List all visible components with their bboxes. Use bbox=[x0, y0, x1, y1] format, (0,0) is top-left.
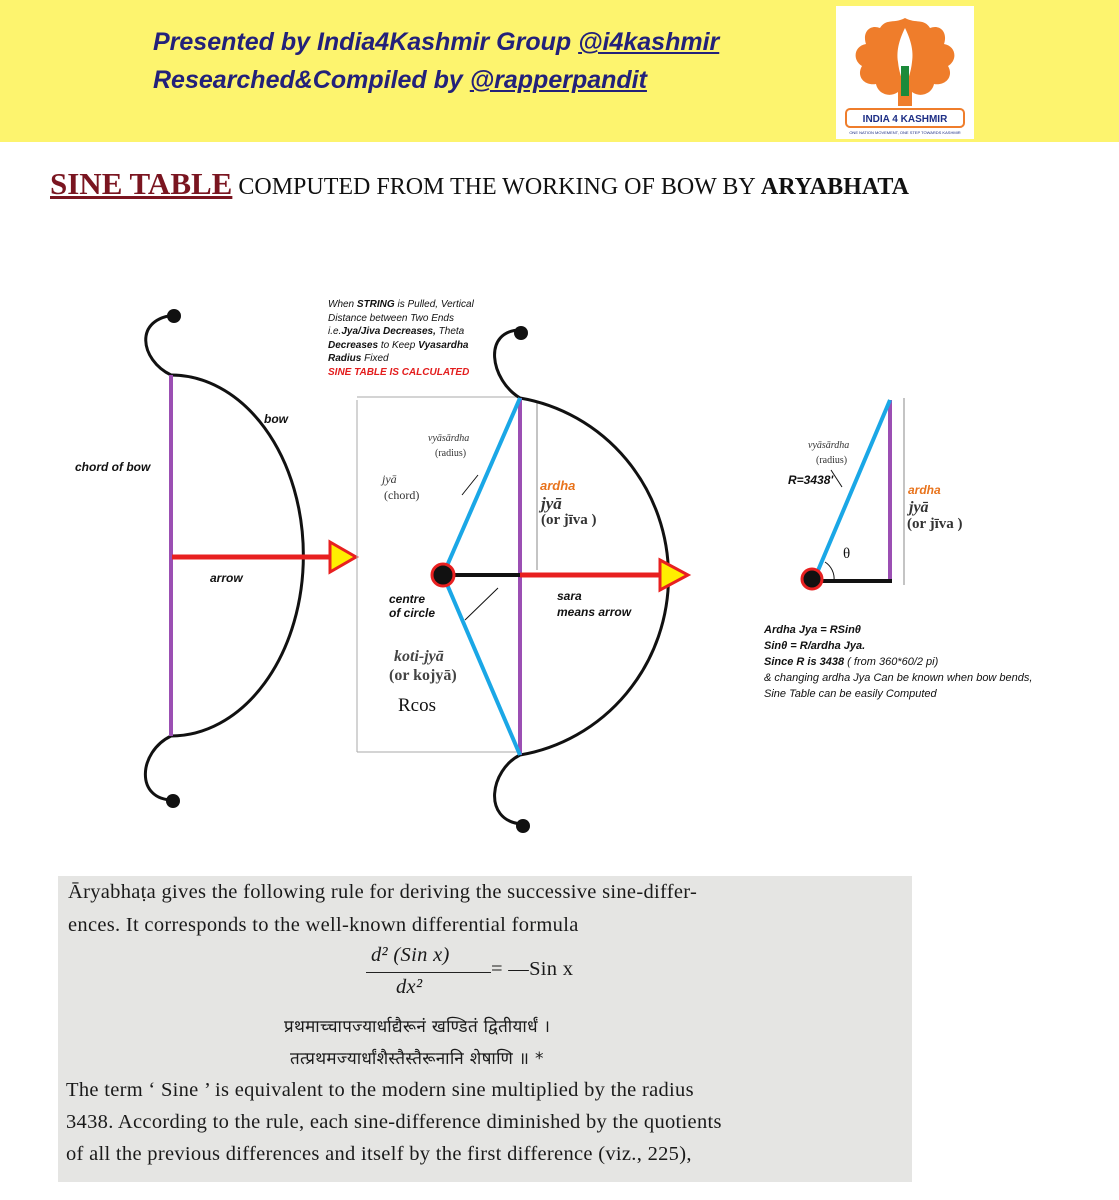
note-jya-decreases: Jya/Jiva Decreases, bbox=[341, 326, 436, 337]
scan-line-3: The term ‘ Sine ’ is equivalent to the modern sine multiplied by the radius bbox=[66, 1079, 694, 1101]
rapperpandit-handle-link[interactable]: @rapperpandit bbox=[469, 66, 647, 94]
ardha-jya-label: jyā bbox=[541, 494, 562, 513]
note-text-3: Theta bbox=[435, 326, 465, 337]
formula-r-value: 3438 bbox=[819, 656, 845, 668]
bow-top-knob bbox=[167, 309, 181, 323]
formula-denominator: dx² bbox=[396, 976, 423, 998]
note-text-4: to Keep bbox=[378, 339, 419, 351]
note-text-5: Fixed bbox=[361, 353, 389, 364]
note-text-1: When bbox=[328, 299, 357, 310]
bow-top-curl bbox=[146, 315, 176, 375]
bow-bottom-curl bbox=[145, 736, 173, 800]
radius-label: (radius) bbox=[435, 448, 467, 459]
formula-numerator: d² (Sin x) bbox=[371, 944, 450, 966]
bow-label: bow bbox=[264, 412, 288, 426]
note-sine-table-calculated: SINE TABLE IS CALCULATED bbox=[328, 366, 470, 378]
radius-side bbox=[814, 400, 890, 580]
formula-conclusion: & changing ardha Jya Can be known when bow bends, Sine Table can be easily Computed bbox=[764, 672, 1033, 700]
title-middle: COMPUTED FROM THE WORKING OF BOW BY bbox=[232, 174, 761, 200]
logo-tagline: ONE NATION MOVEMENT, ONE STEP TOWARDS KASHMIR bbox=[849, 130, 961, 135]
triangle-diagram-3 bbox=[802, 398, 904, 589]
formula-ardha-jya: Ardha Jya = RSinθ bbox=[764, 624, 861, 636]
scan-line-1: Āryabhaṭa gives the following rule for deriving the successive sine-differ- bbox=[68, 881, 698, 903]
kotijya-pointer bbox=[465, 588, 498, 620]
triangle-jya-label: jyā bbox=[909, 499, 929, 516]
means-arrow-label: means arrow bbox=[557, 605, 632, 619]
formula-since-r bbox=[764, 654, 1064, 670]
or-jiva-label: (or jīva ) bbox=[541, 512, 597, 528]
formula-since-r-text: Since R is bbox=[764, 656, 820, 668]
formula-r-derivation: ( from 360*60/2 pi) bbox=[844, 656, 939, 668]
fraction-bar bbox=[366, 972, 491, 973]
title-highlight: SINE TABLE bbox=[50, 166, 233, 201]
logo-text: INDIA 4 KASHMIR bbox=[862, 114, 948, 125]
triangle-vyasardha-label: vyāsārdha bbox=[808, 440, 850, 451]
sara-arrow-head bbox=[660, 560, 688, 590]
scan-line-2: ences. It corresponds to the well-known differential formula bbox=[68, 914, 579, 936]
i4kashmir-handle-link[interactable]: @i4kashmir bbox=[578, 28, 720, 56]
theta-symbol: θ bbox=[843, 546, 851, 562]
formula-rhs: = —Sin x bbox=[491, 958, 574, 980]
ardha-label: ardha bbox=[540, 478, 576, 493]
jya-label: jyā bbox=[382, 472, 397, 486]
theta-arc bbox=[825, 562, 834, 581]
arrow-label: arrow bbox=[210, 571, 243, 585]
presented-by-text: Presented by India4Kashmir Group bbox=[153, 28, 579, 56]
note-text-2: is Pulled, Vertical Distance between Two Ends i.e. bbox=[328, 299, 474, 337]
vyasardha-label: vyāsārdha bbox=[428, 433, 470, 444]
arrow-head bbox=[330, 542, 356, 572]
bow-bottom-curl bbox=[495, 755, 521, 824]
scanned-book-excerpt bbox=[58, 876, 912, 1182]
vyasardha-radius-lower bbox=[443, 575, 520, 755]
scan-line-4: 3438. According to the rule, each sine-difference diminished by the quotients bbox=[66, 1111, 722, 1133]
title-name: ARYABHATA bbox=[760, 174, 909, 200]
chord-of-bow-label: chord of bow bbox=[75, 460, 151, 474]
chord-label: (chord) bbox=[384, 488, 420, 502]
bow-bottom-knob bbox=[166, 794, 180, 808]
sanskrit-verse-1: प्रथमाच्चापज्यार्धाद्यैरूनं खण्डितं द्वितीयार्धं । bbox=[284, 1017, 551, 1037]
bow-diagram-2 bbox=[357, 326, 688, 833]
bow-bottom-knob bbox=[516, 819, 530, 833]
scan-line-5: of all the previous differences and itself by the first difference (viz., 225), bbox=[66, 1143, 692, 1165]
r-value-label: R=3438' bbox=[788, 473, 834, 487]
radius-pointer bbox=[462, 475, 478, 495]
triangle-radius-label: (radius) bbox=[816, 455, 848, 466]
triangle-or-jiva-label: (or jīva ) bbox=[907, 516, 963, 532]
of-circle-label: of circle bbox=[389, 606, 436, 620]
formula-sin-theta: Sinθ = R/ardha Jya. bbox=[764, 640, 866, 652]
triangle-centre-point bbox=[802, 569, 822, 589]
note-vyasardha: Vyasardha Radius bbox=[328, 339, 469, 364]
compiled-by-text: Researched&Compiled by bbox=[153, 66, 470, 94]
triangle-ardha-label: ardha bbox=[908, 483, 941, 497]
bow-diagram-1 bbox=[145, 309, 356, 808]
koti-jya-label: koti-jyā bbox=[394, 648, 444, 665]
or-kojya-label: (or kojyā) bbox=[389, 667, 457, 684]
formula-notes bbox=[764, 622, 1064, 702]
centre-point bbox=[432, 564, 454, 586]
bow-top-knob bbox=[514, 326, 528, 340]
vyasardha-radius-upper bbox=[443, 398, 520, 575]
note-decreases: Decreases bbox=[328, 339, 379, 351]
bow-top-curl bbox=[495, 330, 521, 398]
note-string: STRING bbox=[356, 299, 395, 310]
string-pulled-note bbox=[328, 298, 498, 379]
sara-label: sara bbox=[557, 589, 582, 603]
rcos-label: Rcos bbox=[398, 695, 436, 716]
centre-label: centre bbox=[389, 592, 426, 606]
sanskrit-verse-2: तत्प्रथमज्यार्धांशैस्तैस्तैरूनानि शेषाणि ॥ * bbox=[290, 1049, 544, 1069]
